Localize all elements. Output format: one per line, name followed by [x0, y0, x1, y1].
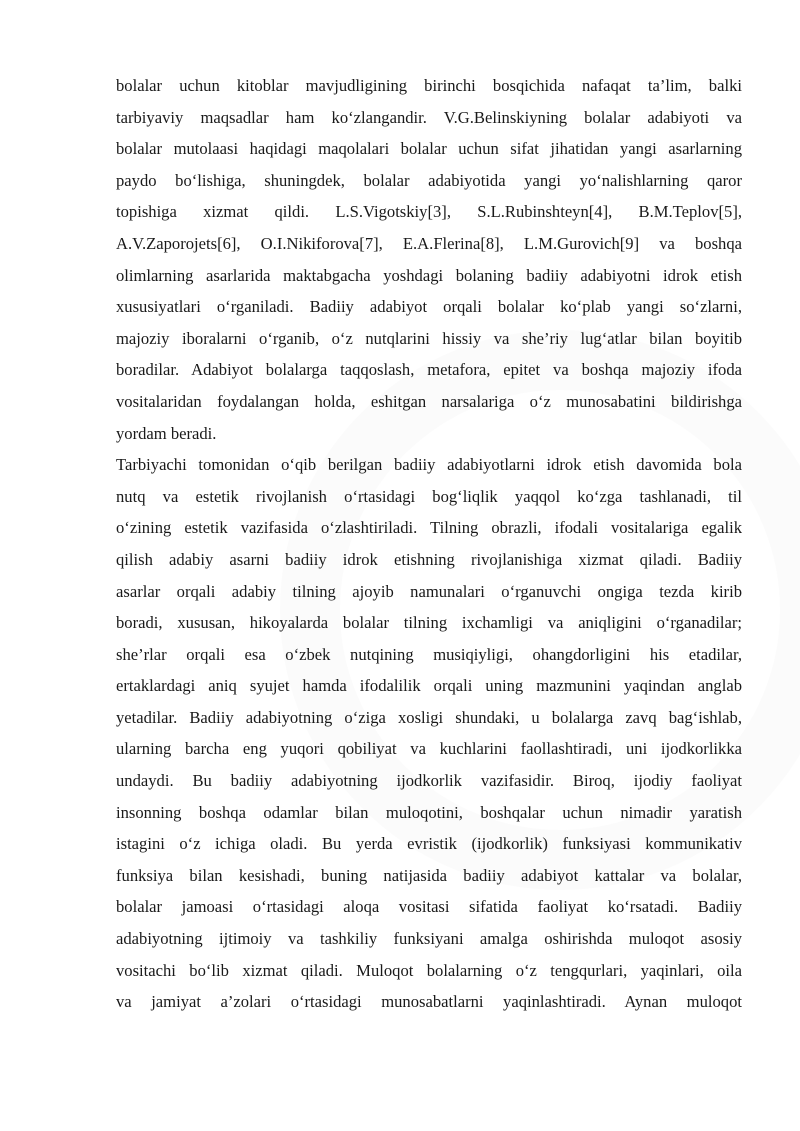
- text-line: asarlar orqali adabiy tilning ajoyib namunalari o‘rganuvchi ongiga tezda kirib: [116, 581, 742, 601]
- text-line: yetadilar. Badiiy adabiyotning o‘ziga xosligi shundaki, u bolalarga zavq bag‘ishlab,: [116, 707, 742, 727]
- text-line: undaydi. Bu badiiy adabiyotning ijodkorlik vazifasidir. Biroq, ijodiy faoliyat: [116, 771, 742, 791]
- text-line: xususiyatlari o‘rganiladi. Badiiy adabiyot orqali bolalar ko‘plab yangi so‘zlarni,: [116, 297, 742, 317]
- text-line: o‘zining estetik vazifasida o‘zlashtiriladi. Tilning obrazli, ifodali vositalariga egalik: [116, 518, 742, 538]
- text-line: olimlarning asarlarida maktabgacha yoshdagi bolaning badiiy adabiyotni idrok etish: [116, 265, 742, 285]
- text-line: majoziy iboralarni o‘rganib, o‘z nutqlarini hissiy va she’riy lug‘atlar bilan boyitib: [116, 328, 742, 348]
- text-line: insonning boshqa odamlar bilan muloqotini, boshqalar uchun nimadir yaratish: [116, 802, 742, 822]
- text-line: qilish adabiy asarni badiiy idrok etishning rivojlanishiga xizmat qiladi. Badiiy: [116, 549, 742, 569]
- text-line: boradilar. Adabiyot bolalarga taqqoslash, metafora, epitet va boshqa majoziy ifoda: [116, 360, 742, 380]
- text-line: funksiya bilan kesishadi, buning natijasida badiiy adabiyot kattalar va bolalar,: [116, 865, 742, 885]
- text-line: she’rlar orqali esa o‘zbek nutqining musiqiyligi, ohangdorligini his etadilar,: [116, 644, 742, 664]
- text-line: topishiga xizmat qildi. L.S.Vigotskiy[3], S.L.Rubinshteyn[4], B.M.Teplov[5],: [116, 202, 742, 222]
- text-line: bolalar mutolaasi haqidagi maqolalari bolalar uchun sifat jihatidan yangi asarlarning: [116, 139, 742, 159]
- text-line: bolalar uchun kitoblar mavjudligining birinchi bosqichida nafaqat ta’lim, balki: [116, 76, 742, 95]
- text-line: ertaklardagi aniq syujet hamda ifodalilik orqali uning mazmunini yaqindan anglab: [116, 676, 742, 696]
- text-line: tarbiyaviy maqsadlar ham ko‘zlangandir. V.G.Belinskiyning bolalar adabiyoti va: [116, 107, 742, 127]
- text-line: vositalaridan foydalangan holda, eshitgan narsalariga o‘z munosabatini bildirishga: [116, 391, 742, 411]
- body-text: [116, 70, 742, 1018]
- text-line: yordam beradi.: [116, 423, 217, 443]
- text-line: A.V.Zaporojets[6], O.I.Nikiforova[7], E.A.Flerina[8], L.M.Gurovich[9] va boshqa: [116, 233, 742, 253]
- text-line: nutq va estetik rivojlanish o‘rtasidagi bog‘liqlik yaqqol ko‘zga tashlanadi, til: [116, 486, 742, 506]
- text-line: bolalar jamoasi o‘rtasidagi aloqa vositasi sifatida faoliyat ko‘rsatadi. Badiiy: [116, 897, 742, 917]
- text-line: va jamiyat a’zolari o‘rtasidagi munosabatlarni yaqinlashtiradi. Aynan muloqot: [116, 992, 742, 1012]
- text-line: adabiyotning ijtimoiy va tashkiliy funksiyani amalga oshirishda muloqot asosiy: [116, 929, 742, 949]
- text-line: istagini o‘z ichiga oladi. Bu yerda evristik (ijodkorlik) funksiyasi kommunikativ: [116, 834, 742, 854]
- text-line: vositachi bo‘lib xizmat qiladi. Muloqot bolalarning o‘z tengqurlari, yaqinlari, oila: [116, 960, 742, 980]
- text-line: paydo bo‘lishiga, shuningdek, bolalar adabiyotida yangi yo‘nalishlarning qaror: [116, 170, 742, 190]
- text-line: ularning barcha eng yuqori qobiliyat va kuchlarini faollashtiradi, uni ijodkorlikka: [116, 739, 742, 759]
- paragraph: [116, 449, 742, 1018]
- text-line: Tarbiyachi tomonidan o‘qib berilgan badiiy adabiyotlarni idrok etish davomida bola: [116, 455, 742, 475]
- text-line: boradi, xususan, hikoyalarda bolalar tilning ixchamligi va aniqligini o‘rganadilar;: [116, 613, 742, 633]
- paragraph: [116, 70, 742, 449]
